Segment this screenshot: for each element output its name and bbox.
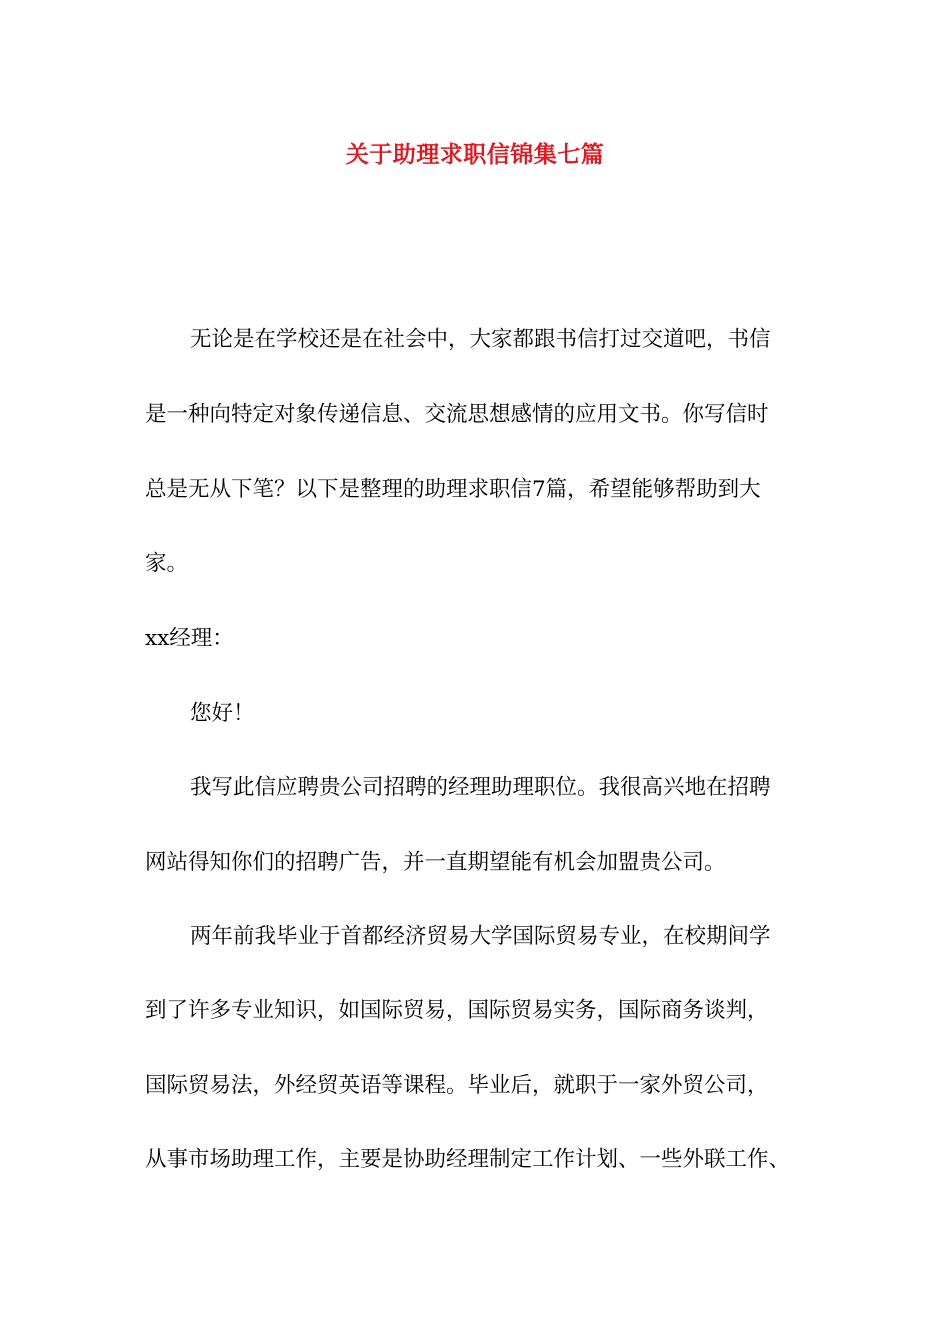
greeting: 您好！ bbox=[190, 701, 255, 726]
paragraph-line: 我写此信应聘贵公司招聘的经理助理职位。我很高兴地在招聘 bbox=[190, 775, 771, 800]
paragraph-line: 网站得知你们的招聘广告，并一直期望能有机会加盟贵公司。 bbox=[145, 850, 726, 875]
paragraph-line: 两年前我毕业于首都经济贸易大学国际贸易专业，在校期间学 bbox=[190, 924, 771, 949]
paragraph-line: 是一种向特定对象传递信息、交流思想感情的应用文书。你写信时 bbox=[145, 402, 769, 427]
paragraph-line: 从事市场助理工作，主要是协助经理制定工作计划、一些外联工作、 bbox=[145, 1147, 791, 1172]
paragraph-line: 总是无从下笔？以下是整理的助理求职信7篇，希望能够帮助到大 bbox=[145, 477, 761, 502]
paragraph-line: 家。 bbox=[145, 551, 189, 576]
document-title: 关于助理求职信锦集七篇 bbox=[345, 141, 605, 168]
paragraph-line: 无论是在学校还是在社会中，大家都跟书信打过交道吧，书信 bbox=[190, 327, 771, 352]
salutation: xx经理： bbox=[145, 626, 234, 651]
paragraph-line: 到了许多专业知识，如国际贸易，国际贸易实务，国际商务谈判， bbox=[145, 998, 769, 1023]
paragraph-line: 国际贸易法，外经贸英语等课程。毕业后，就职于一家外贸公司， bbox=[145, 1073, 769, 1098]
